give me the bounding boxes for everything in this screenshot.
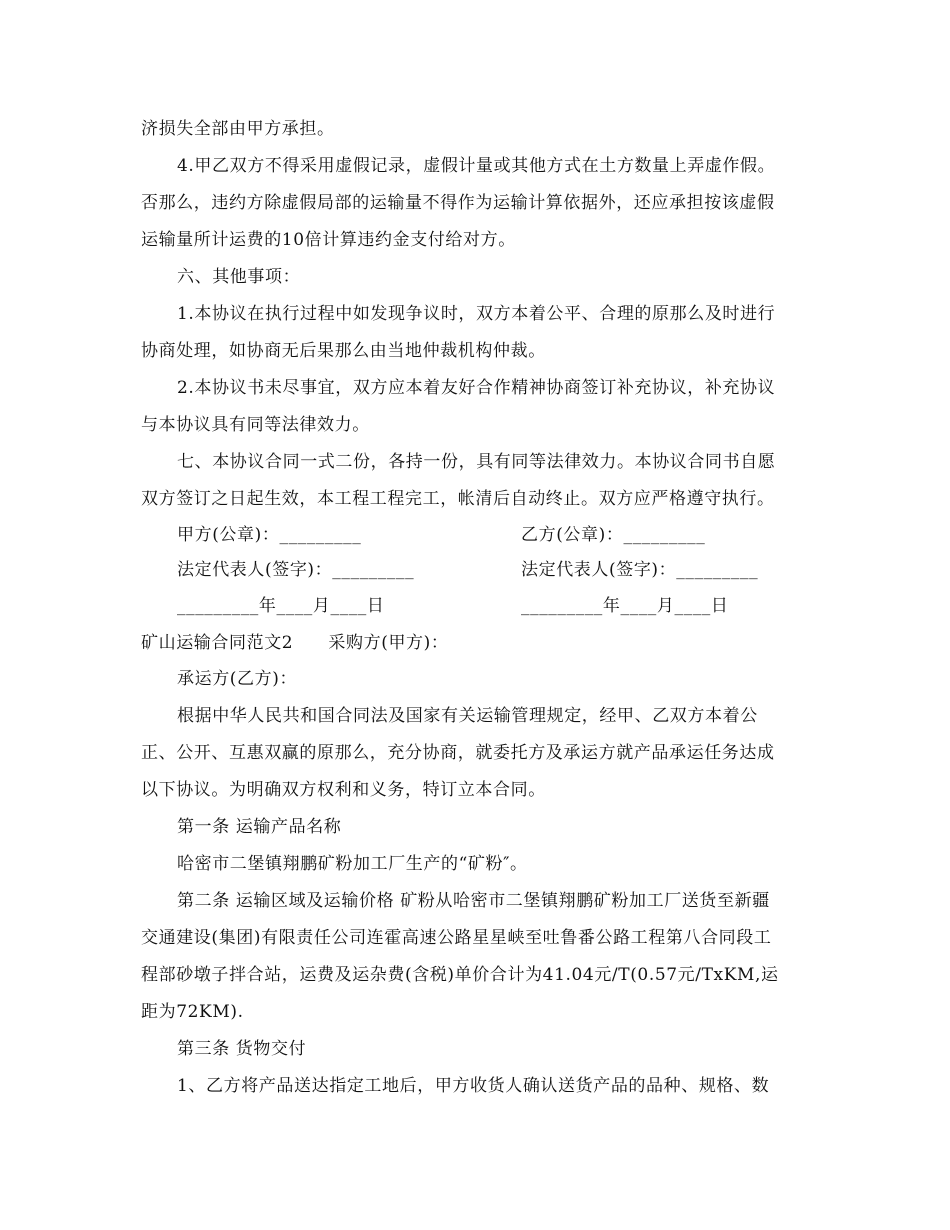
paragraph-line: 协商处理，如协商无后果那么由当地仲裁机构仲裁。 xyxy=(141,341,546,361)
preamble-line: 根据中华人民共和国合同法及国家有关运输管理规定，经甲、乙双方本着公 xyxy=(177,706,758,726)
clause-2-line: 2.本协议书未尽事宜，双方应本着友好合作精神协商签订补充协议，补充协议 xyxy=(177,378,776,398)
party-b-seal: 乙方(公章)：_________ xyxy=(521,525,706,545)
paragraph-line: 程部砂墩子拌合站，运费及运杂费(含税)单价合计为41.04元/T(0.57元/TxKM,运 xyxy=(141,965,779,985)
party-b-date: _________年____月____日 xyxy=(521,596,729,616)
clause-1-line: 1.本协议在执行过程中如发现争议时，双方本着公平、合理的原那么及时进行 xyxy=(177,304,776,324)
paragraph-line: 正、公开、互惠双赢的原那么，充分协商，就委托方及承运方就产品承运任务达成 xyxy=(141,743,775,763)
paragraph-line: 交通建设(集团)有限责任公司连霍高速公路星星峡至吐鲁番公路工程第八合同段工 xyxy=(141,928,772,948)
contract-2-title-line: 矿山运输合同范文2 采购方(甲方)： xyxy=(141,633,449,653)
delivery-clause-line: 1、乙方将产品送达指定工地后，甲方收货人确认送货产品的品种、规格、数 xyxy=(177,1076,770,1096)
paragraph-line: 双方签订之日起生效，本工程工程完工，帐清后自动终止。双方应严格遵守执行。 xyxy=(141,489,775,509)
section-heading-other-matters: 六、其他事项： xyxy=(177,267,301,287)
party-a-date: _________年____月____日 xyxy=(177,596,385,616)
party-b-representative: 法定代表人(签字)：_________ xyxy=(521,560,759,580)
paragraph-line: 以下协议。为明确双方权利和义务，特订立本合同。 xyxy=(141,780,546,800)
article-2-line: 第二条 运输区域及运输价格 矿粉从哈密市二堡镇翔鹏矿粉加工厂送货至新疆 xyxy=(177,891,770,911)
paragraph-line: 济损失全部由甲方承担。 xyxy=(141,119,335,139)
carrier-party-line: 承运方(乙方)： xyxy=(177,669,298,689)
paragraph-line: 与本协议具有同等法律效力。 xyxy=(141,415,370,435)
paragraph-line: 否那么，违约方除虚假局部的运输量不得作为运输计算依据外，还应承担按该虚假 xyxy=(141,193,775,213)
paragraph-line: 运输量所计运费的10倍计算违约金支付给对方。 xyxy=(141,230,516,250)
party-a-representative: 法定代表人(签字)：_________ xyxy=(177,560,415,580)
article-1-heading: 第一条 运输产品名称 xyxy=(177,817,342,837)
party-a-seal: 甲方(公章)：_________ xyxy=(177,525,362,545)
paragraph-line: 距为72KM). xyxy=(141,1002,244,1022)
section-7-line: 七、本协议合同一式二份，各持一份，具有同等法律效力。本协议合同书自愿 xyxy=(177,452,776,472)
product-name-line: 哈密市二堡镇翔鹏矿粉加工厂生产的“矿粉″。 xyxy=(177,854,528,874)
clause-4-line: 4.甲乙双方不得采用虚假记录，虚假计量或其他方式在土方数量上弄虚作假。 xyxy=(177,156,776,176)
article-3-heading: 第三条 货物交付 xyxy=(177,1039,307,1059)
